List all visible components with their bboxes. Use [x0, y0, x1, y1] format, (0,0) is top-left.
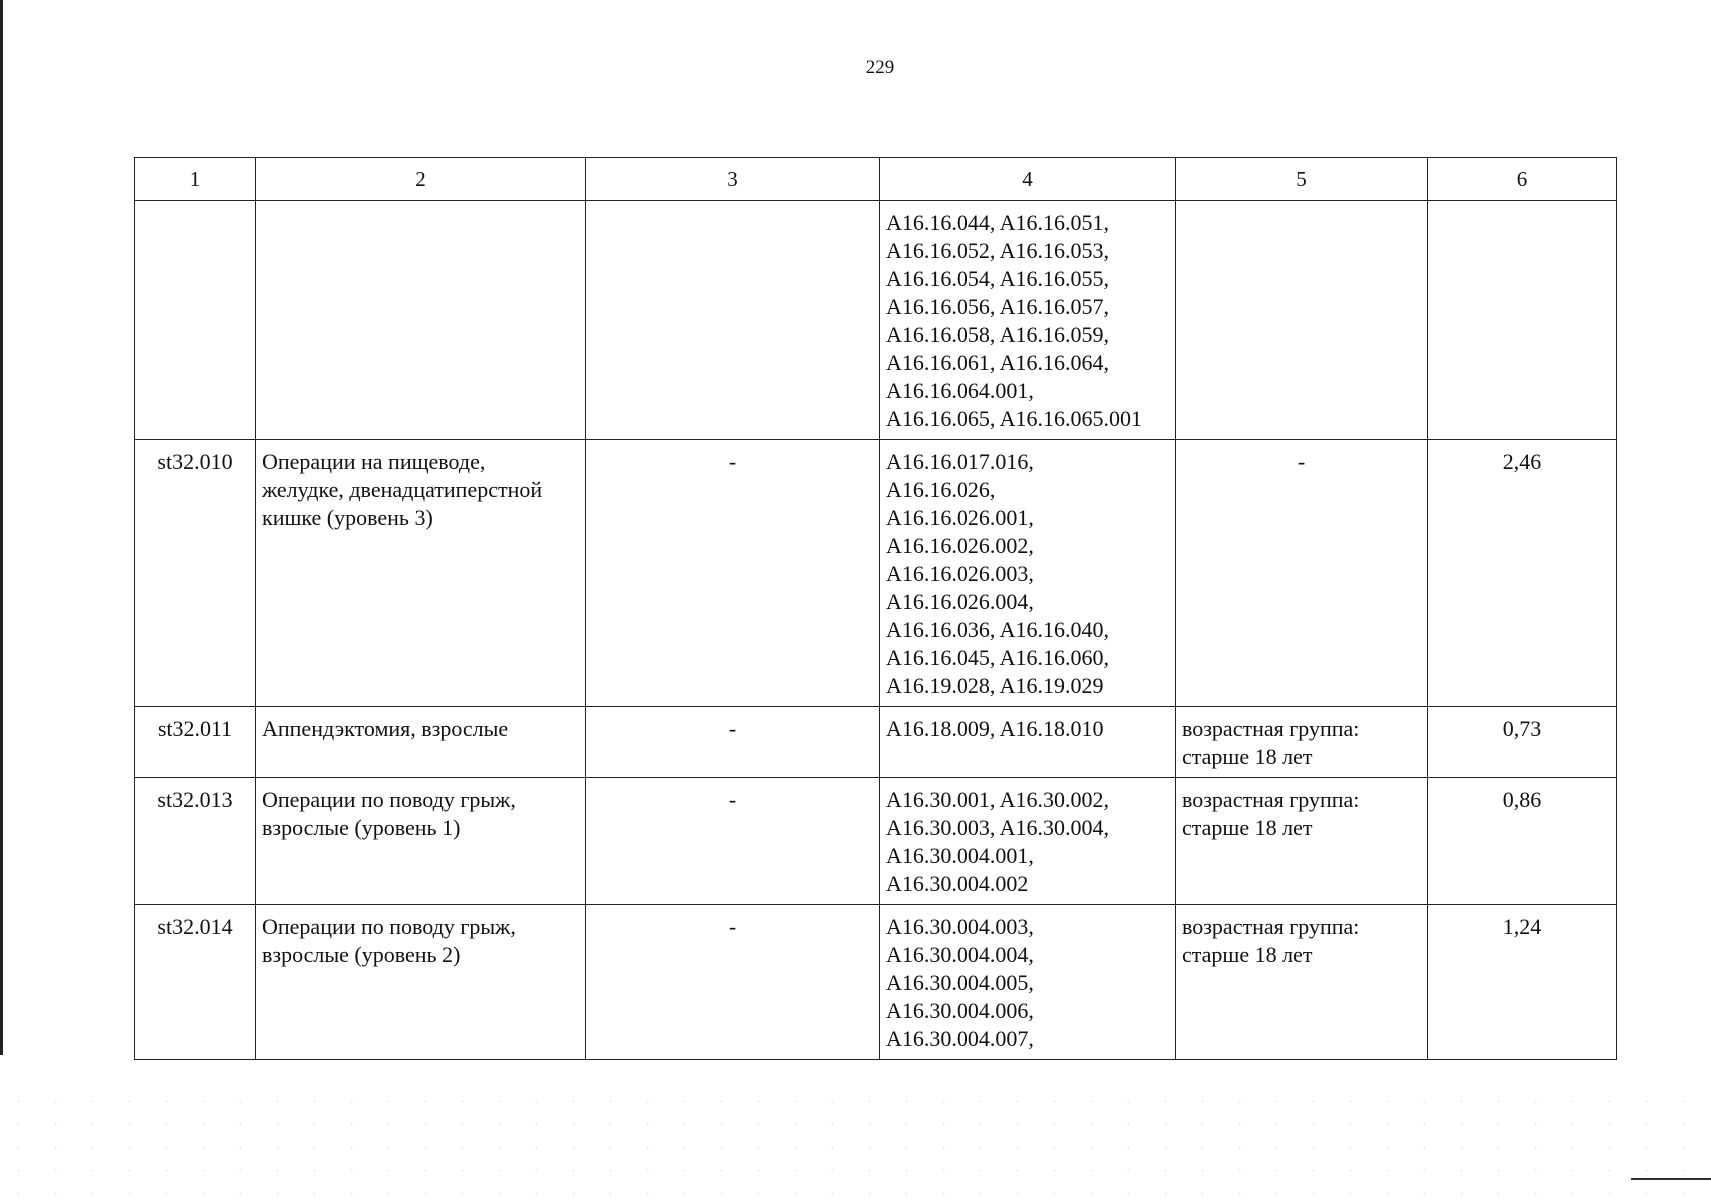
cell-col3: - — [586, 905, 880, 1060]
service-line: A16.16.065, A16.16.065.001 — [886, 406, 1143, 431]
service-line: A16.16.054, A16.16.055, — [886, 266, 1110, 291]
table-row — [135, 905, 1617, 1060]
cell-code: st32.011 — [135, 707, 256, 778]
name-line: Операции по поводу грыж, — [262, 787, 516, 812]
table-body — [135, 201, 1617, 1060]
service-line: A16.16.017.016, — [886, 449, 1034, 474]
criteria-line: старше 18 лет — [1182, 815, 1313, 840]
scan-left-edge — [0, 0, 3, 1055]
service-line: A16.30.001, A16.30.002, — [886, 787, 1110, 812]
cell-coefficient: 0,86 — [1428, 778, 1617, 905]
cell-criteria — [1176, 778, 1428, 905]
service-line: A16.16.045, A16.16.060, — [886, 645, 1110, 670]
service-line: A16.30.004.003, — [886, 914, 1034, 939]
scan-noise — [0, 1090, 1711, 1200]
service-line: A16.16.026.001, — [886, 505, 1034, 530]
name-line: Аппендэктомия, взрослые — [262, 716, 509, 741]
cell-services — [880, 201, 1176, 440]
page-number: 229 — [865, 57, 895, 78]
name-line: взрослые (уровень 2) — [262, 942, 461, 967]
cell-services — [880, 905, 1176, 1060]
cell-coefficient: 2,46 — [1428, 440, 1617, 707]
cell-services — [880, 778, 1176, 905]
tariff-table — [134, 157, 1617, 1060]
name-line: взрослые (уровень 1) — [262, 815, 461, 840]
cell-criteria — [1176, 707, 1428, 778]
criteria-line: - — [1297, 449, 1306, 474]
header-col-5: 5 — [1176, 158, 1428, 201]
service-line: A16.16.026.004, — [886, 589, 1034, 614]
name-line: Операции на пищеводе, — [262, 449, 486, 474]
service-line: A16.16.058, A16.16.059, — [886, 322, 1110, 347]
criteria-line: старше 18 лет — [1182, 942, 1313, 967]
cell-code: st32.014 — [135, 905, 256, 1060]
service-line: A16.16.036, A16.16.040, — [886, 617, 1110, 642]
header-col-6: 6 — [1428, 158, 1617, 201]
table-row — [135, 778, 1617, 905]
name-line: кишке (уровень 3) — [262, 505, 433, 530]
service-line: A16.16.056, A16.16.057, — [886, 294, 1110, 319]
cell-col3: - — [586, 707, 880, 778]
header-col-3: 3 — [586, 158, 880, 201]
service-line: A16.16.052, A16.16.053, — [886, 238, 1110, 263]
criteria-line: возрастная группа: — [1182, 914, 1360, 939]
service-line: A16.16.026.003, — [886, 561, 1034, 586]
cell-col3: - — [586, 440, 880, 707]
cell-code: st32.010 — [135, 440, 256, 707]
table-row — [135, 440, 1617, 707]
name-line: желудке, двенадцатиперстной — [262, 477, 543, 502]
criteria-line: старше 18 лет — [1182, 744, 1313, 769]
cell-name — [256, 440, 586, 707]
cell-name — [256, 201, 586, 440]
header-col-2: 2 — [256, 158, 586, 201]
cell-code — [135, 201, 256, 440]
service-line: A16.16.064.001, — [886, 378, 1034, 403]
cell-col3: - — [586, 778, 880, 905]
scan-bottom-rule — [1631, 1178, 1711, 1180]
service-line: A16.30.004.002 — [886, 871, 1029, 896]
cell-code: st32.013 — [135, 778, 256, 905]
cell-services — [880, 707, 1176, 778]
header-row — [135, 158, 1617, 201]
header-col-4: 4 — [880, 158, 1176, 201]
header-col-1: 1 — [135, 158, 256, 201]
service-line: A16.16.061, A16.16.064, — [886, 350, 1110, 375]
service-line: A16.19.028, A16.19.029 — [886, 673, 1104, 698]
criteria-line: возрастная группа: — [1182, 716, 1360, 741]
table-row — [135, 201, 1617, 440]
cell-coefficient — [1428, 201, 1617, 440]
table-row — [135, 707, 1617, 778]
cell-services — [880, 440, 1176, 707]
service-line: A16.30.004.007, — [886, 1026, 1034, 1051]
cell-name — [256, 905, 586, 1060]
cell-name — [256, 707, 586, 778]
service-line: A16.16.026, — [886, 477, 996, 502]
name-line: Операции по поводу грыж, — [262, 914, 516, 939]
cell-coefficient: 0,73 — [1428, 707, 1617, 778]
service-line: A16.16.026.002, — [886, 533, 1034, 558]
cell-criteria — [1176, 440, 1428, 707]
service-line: A16.30.004.004, — [886, 942, 1034, 967]
cell-criteria — [1176, 201, 1428, 440]
service-line: A16.18.009, A16.18.010 — [886, 716, 1104, 741]
criteria-line: возрастная группа: — [1182, 787, 1360, 812]
service-line: A16.16.044, A16.16.051, — [886, 210, 1110, 235]
cell-name — [256, 778, 586, 905]
service-line: A16.30.004.001, — [886, 843, 1034, 868]
service-line: A16.30.003, A16.30.004, — [886, 815, 1110, 840]
service-line: A16.30.004.005, — [886, 970, 1034, 995]
service-line: A16.30.004.006, — [886, 998, 1034, 1023]
cell-criteria — [1176, 905, 1428, 1060]
cell-coefficient: 1,24 — [1428, 905, 1617, 1060]
cell-col3 — [586, 201, 880, 440]
